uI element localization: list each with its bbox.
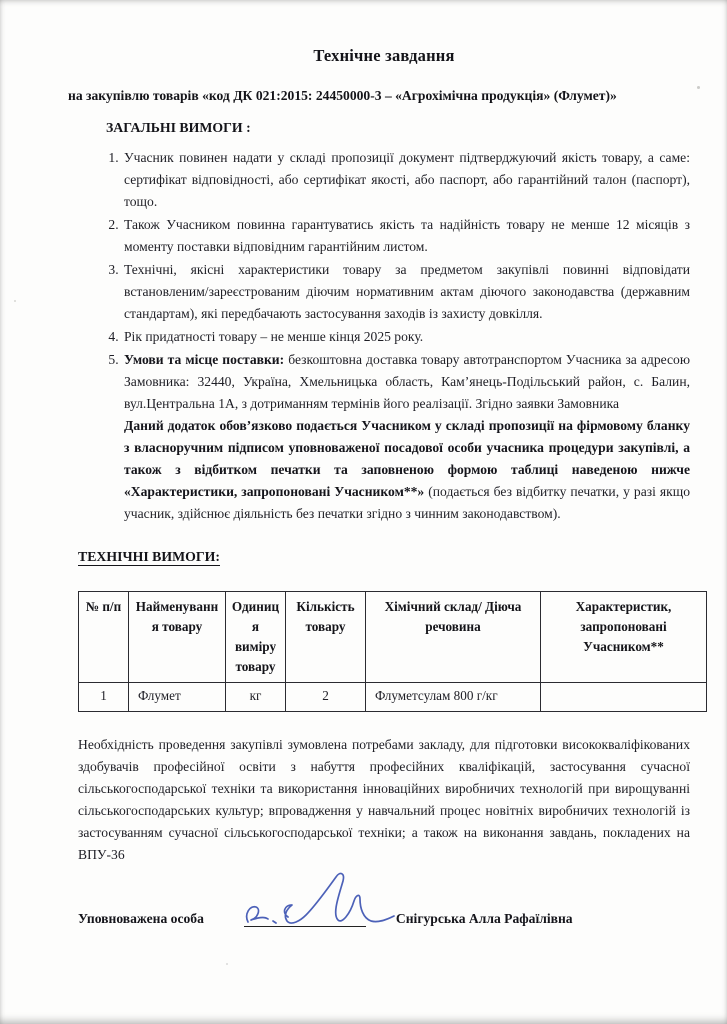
- delivery-terms-text: безкоштовна доставка товару автотранспортом Учасника за адресою Замовника: 32440, Україна, Хмельницька область, Кам’янець-Подільський район, с. Балин, вул.Центральна 1А, з дотриманням термінів його реалізації. Згідно заявки Замовника: [124, 352, 690, 411]
- cell-unit: кг: [226, 683, 286, 712]
- col-header-characteristics: Характеристик, запропоновані Учасником**: [541, 592, 707, 683]
- handwritten-signature: [238, 870, 398, 934]
- cell-number: 1: [79, 683, 129, 712]
- col-header-composition: Хімічний склад/ Діюча речовина: [366, 592, 541, 683]
- authorized-person-label: Уповноважена особа: [78, 911, 204, 926]
- delivery-terms-lead: Умови та місце поставки:: [124, 352, 285, 367]
- col-header-product-name: Найменування товару: [129, 592, 226, 683]
- cell-product-name: Флумет: [129, 683, 226, 712]
- technical-requirements-heading: ТЕХНІЧНІ ВИМОГИ:: [78, 549, 220, 564]
- list-item: [122, 259, 690, 325]
- procurement-subtitle: на закупівлю товарів «код ДК 021:2015: 24450000-3 – «Агрохімічна продукція» (Флумет)»: [68, 88, 617, 103]
- list-item-text: Технічні, якісні характеристики товару за предметом закупівлі повинні відповідати встановленим/зареєстрованим діючим нормативним актам діючого законодавства (державним стандартам), які передбачають застосування заходів із захисту довкілля.: [124, 262, 690, 321]
- list-item-text: Учасник повинен надати у складі пропозиції документ підтверджуючий якість товару, а саме: сертифікат відповідності, або сертифікат якості, або паспорт, або гарантійний талон (паспорт), тощо.: [124, 150, 690, 209]
- scan-speck: [697, 86, 700, 89]
- list-item: [122, 147, 690, 213]
- scan-speck: [14, 300, 16, 302]
- list-item: [122, 214, 690, 258]
- cell-quantity: 2: [286, 683, 366, 712]
- scan-speck: [226, 963, 228, 965]
- appendix-note-plain: (подається без відбитку печатки, у разі якщо учасник, здійснює діяльність без печатки згідно з чинним законодавством).: [124, 484, 690, 521]
- table-row: [79, 683, 707, 712]
- list-item: [122, 326, 690, 348]
- list-item: [122, 349, 690, 525]
- general-requirements-heading: ЗАГАЛЬНІ ВИМОГИ :: [106, 120, 251, 135]
- col-header-quantity: Кількість товару: [286, 592, 366, 683]
- technical-requirements-table: [78, 591, 707, 712]
- general-requirements-list: [78, 147, 690, 525]
- cell-characteristics: [541, 683, 707, 712]
- table-header-row: [79, 592, 707, 683]
- signature-block: [78, 906, 690, 927]
- col-header-unit: Одиниця виміру товару: [226, 592, 286, 683]
- cell-composition: Флуметсулам 800 г/кг: [366, 683, 541, 712]
- appendix-note-bold: Даний додаток обов’язково подається Учасником у складі пропозиції на фірмовому бланку з власноручним підписом уповноваженої посадової особи учасника процедури закупівлі, а також з відбитком печатки та заповненою формою таблиці наведеною нижче «Характеристики, запропоновані Учасником**»: [124, 418, 690, 499]
- list-item-text: Рік придатності товару – не менше кінця 2025 року.: [124, 329, 424, 344]
- signature-line: [244, 906, 366, 927]
- justification-paragraph: Необхідність проведення закупівлі зумовлена потребами закладу, для підготовки висококваліфікованих здобувачів професійної освіти з набуття професійних кваліфікацій, застосування сучасної сільськогосподарської техніки та використання інноваційних виробничих технологій при вирощуванні сільськогосподарських культур; впровадження у навчальний процес новітніх виробничих технологій із застосуванням сучасної сільськогосподарської техніки; а також на виконання завдань, покладених на ВПУ-36: [78, 737, 690, 862]
- col-header-number: № п/п: [79, 592, 129, 683]
- list-item-text: Також Учасником повинна гарантуватись якість та надійність товару не менше 12 місяців з моменту поставки відповідним гарантійним листом.: [124, 217, 690, 254]
- signatory-name: Снігурська Алла Рафаїлівна: [395, 911, 573, 926]
- appendix-note: [124, 415, 690, 525]
- page-title: Технічне завдання: [313, 46, 455, 65]
